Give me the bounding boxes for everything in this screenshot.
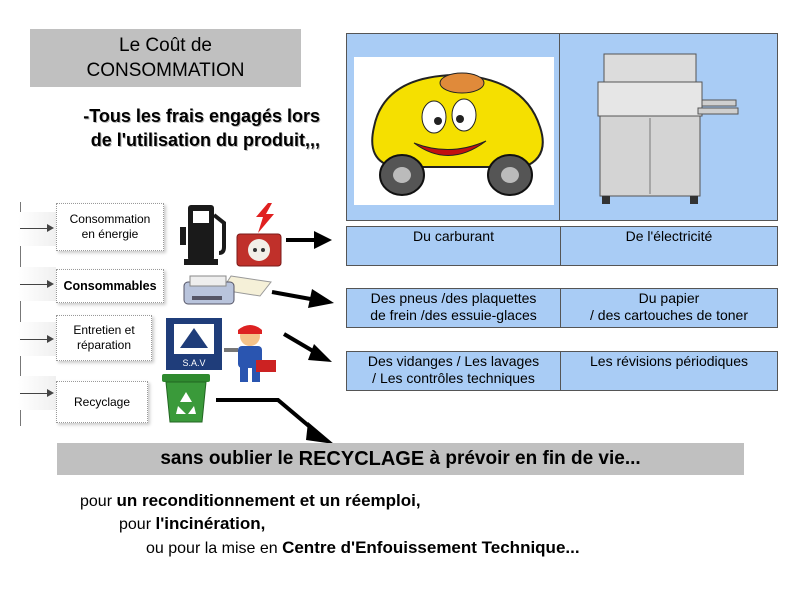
- cost-row-3-right: [561, 352, 777, 390]
- row1-right-text: De l'électricité: [625, 228, 713, 244]
- category-maintenance: [56, 315, 152, 361]
- banner-pre: sans oublier le: [160, 448, 299, 469]
- cost-row-1-right: [561, 227, 777, 265]
- line2-emphasis: l'incinération,: [155, 514, 266, 533]
- row2-right-line2: / des cartouches de toner: [590, 307, 748, 323]
- category-consumables-label: Consommables: [63, 278, 157, 293]
- banner-emphasis: RECYCLAGE: [298, 447, 425, 470]
- title-box: [30, 29, 301, 87]
- branch-line-2: [20, 284, 48, 285]
- branch-arrow-4: [47, 389, 54, 397]
- fuel-pump-icon: [178, 201, 234, 267]
- cost-row-2-left: [347, 289, 561, 327]
- cost-row-1-left: [347, 227, 561, 265]
- category-consumables: [56, 269, 164, 303]
- cost-row-2-right: [561, 289, 777, 327]
- arrow-recycling-icon: [214, 394, 338, 446]
- branch-arrow-2: [47, 280, 54, 288]
- line1-pre: pour: [80, 493, 117, 510]
- category-energy: [56, 203, 164, 251]
- recycle-bin-icon: [158, 372, 214, 424]
- branch-line-3: [20, 339, 48, 340]
- banner-post: à prévoir en fin de vie...: [424, 448, 641, 469]
- arrow-maintenance-icon: [282, 330, 334, 364]
- recycling-banner: [57, 443, 744, 475]
- category-recycling-label: Recyclage: [73, 394, 131, 409]
- copier-machine-icon: [594, 46, 740, 208]
- line3-emphasis: Centre d'Enfouissement Technique...: [282, 538, 580, 557]
- subtitle-line1: -Tous les frais engagés lors: [83, 106, 320, 126]
- row3-right-text: Les révisions périodiques: [590, 353, 748, 369]
- branch-arrow-3: [47, 335, 54, 343]
- row3-left-line1: Des vidanges / Les lavages: [367, 353, 540, 369]
- sav-label: S.A.V: [182, 358, 206, 368]
- subtitle-line2: de l'utilisation du produit,,,: [90, 130, 320, 150]
- category-energy-line2: en énergie: [81, 227, 139, 241]
- row1-left-text: Du carburant: [413, 228, 494, 244]
- cost-row-1: [346, 226, 778, 266]
- sav-logo-icon: [166, 318, 222, 370]
- end-of-life-line-1: [80, 491, 421, 511]
- cost-row-2: [346, 288, 778, 328]
- row2-right-line1: Du papier: [638, 290, 700, 306]
- car-cartoon-icon: [354, 57, 554, 205]
- end-of-life-line-2: [119, 514, 265, 534]
- branch-line-1: [20, 228, 48, 229]
- branch-line-4: [20, 393, 48, 394]
- lightning-icon: [248, 203, 280, 233]
- mechanic-icon: [220, 322, 278, 386]
- row2-left-line2: de frein /des essuie-glaces: [370, 307, 537, 323]
- title-line2: CONSOMMATION: [86, 60, 245, 81]
- image-panel-divider: [559, 33, 560, 221]
- arrow-consumables-icon: [270, 284, 336, 310]
- row3-left-line2: / Les contrôles techniques: [372, 370, 535, 386]
- branch-arrow-1: [47, 224, 54, 232]
- line3-pre: ou pour la mise en: [146, 540, 283, 557]
- line2-pre: pour: [119, 516, 156, 533]
- line1-emphasis: un reconditionnement et un réemploi,: [116, 491, 421, 510]
- arrow-energy-icon: [284, 228, 334, 252]
- category-energy-line1: Consommation: [69, 212, 151, 226]
- power-outlet-icon: [236, 233, 282, 267]
- row2-left-line1: Des pneus /des plaquettes: [370, 290, 537, 306]
- printer-paper-icon: [176, 270, 276, 310]
- title-line1: Le Coût de: [119, 35, 212, 56]
- category-maintenance-line1: Entretien et: [73, 323, 135, 337]
- cost-row-3-left: [347, 352, 561, 390]
- category-maintenance-line2: réparation: [76, 338, 132, 352]
- subtitle: [30, 104, 320, 152]
- cost-row-3: [346, 351, 778, 391]
- end-of-life-line-3: [146, 538, 580, 558]
- category-recycling: [56, 381, 148, 423]
